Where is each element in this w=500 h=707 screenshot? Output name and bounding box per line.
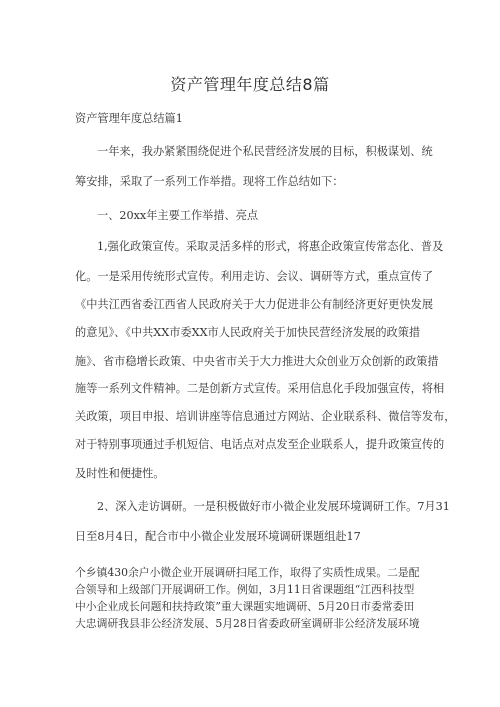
paragraph-line: 《中共江西省委江西省人民政府关于大力促进非公有制经济更好更快发展	[75, 298, 434, 311]
paragraph-line: 筹安排，采取了一系列工作举措。现将工作总结如下：	[75, 175, 344, 188]
paragraph-line: 对于特别事项通过手机短信、电话点对点发至企业联系人，提升政策宣传的	[75, 438, 445, 451]
paragraph-line: 合领导和上级部门开展调研工作。例如，3月11日省课题组“江西科技型	[75, 583, 415, 596]
document-title: 资产管理年度总结8篇	[170, 75, 330, 94]
paragraph-line: 施等一系列文件精神。二是创新方式宣传。采用信息化手段加强宣传，将相	[75, 382, 445, 395]
section-heading: 一、20xx年主要工作举措、亮点	[97, 209, 259, 222]
paragraph-line: 2、深入走访调研。一是积极做好市小微企业发展环境调研工作。7月31	[97, 500, 450, 513]
paragraph-line: 1,强化政策宣传。采取灵活多样的形式，将惠企政策宣传常态化、普及	[97, 240, 444, 253]
paragraph-line: 大忠调研我县非公经济发展、5月28日省委政研室调研非公经济发展环境	[75, 617, 420, 630]
paragraph-line: 化。一是采用传统形式宣传。利用走访、会议、调研等方式，重点宣传了	[75, 270, 434, 283]
paragraph-line: 个乡镇430余户小微企业开展调研扫尾工作，取得了实质性成果。二是配	[75, 566, 420, 579]
paragraph-line: 日至8月4日，配合市中小微企业发展环境调研课题组赴17	[75, 530, 361, 543]
paragraph-line: 及时性和便捷性。	[75, 467, 165, 480]
paragraph-line: 关政策，项目申报、培训讲座等信息通过方网站、企业联系科、微信等发布，	[75, 410, 456, 423]
paragraph-line: 施》、省市稳增长政策、中央省市关于大力推进大众创业万众创新的政策措	[75, 355, 439, 368]
paragraph-line: 一年来，我办紧紧围绕促进个私民营经济发展的目标，积极谋划、统	[97, 145, 433, 158]
paragraph-line: 中小企业成长问题和扶持政策”重大课题实地调研、5月20日市委常委田	[75, 600, 415, 613]
section-subtitle: 资产管理年度总结篇1	[75, 112, 183, 125]
paragraph-line: 的意见》、《中共XX市委XX市人民政府关于加快民营经济发展的政策措	[75, 326, 421, 339]
